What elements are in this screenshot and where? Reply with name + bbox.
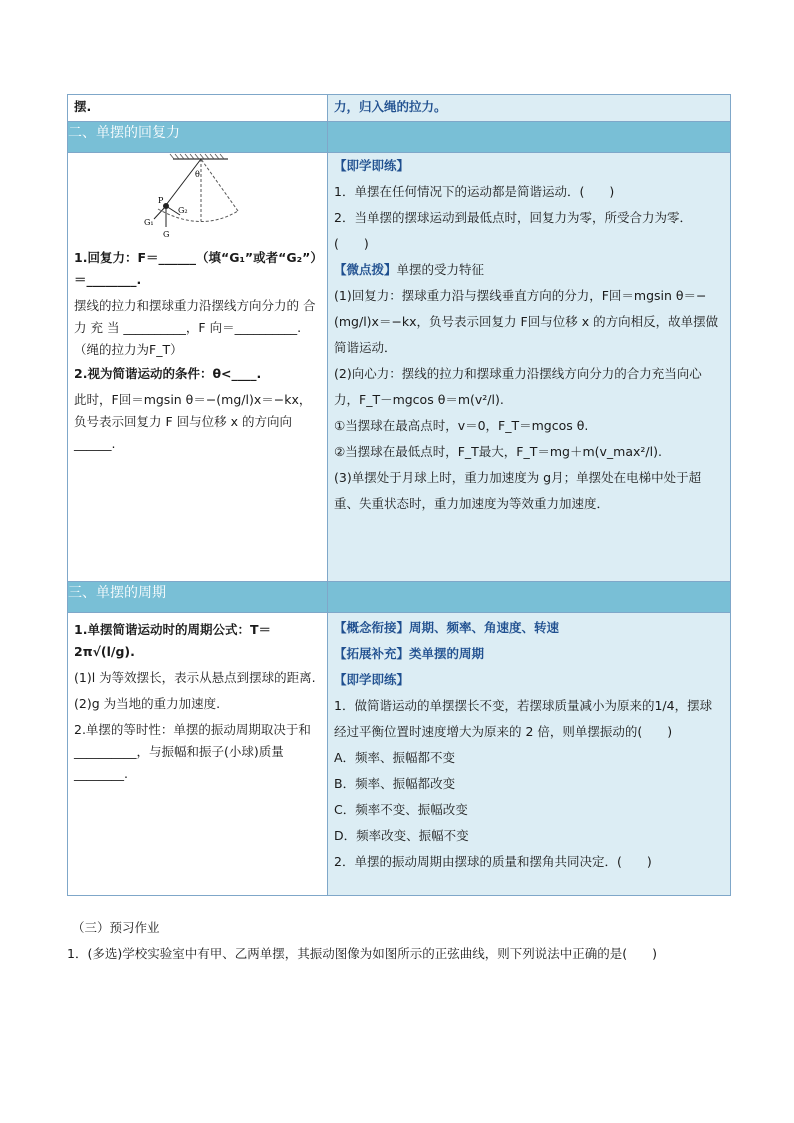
s2-practice-tag: 【即学即练】 <box>334 158 410 173</box>
s3-left-2: (1)l 为等效摆长，表示从悬点到摆球的距离. <box>74 670 316 685</box>
section3-header <box>68 582 731 613</box>
s3-q1: 1．做简谐运动的单摆摆长不变，若摆球质量减小为原来的1/4，摆球经过平衡位置时速度增大为原来的 2 倍，则单摆振动的( ) <box>334 698 713 739</box>
g2-label: G₂ <box>178 206 188 215</box>
s2-q1: 1．单摆在任何情况下的运动都是简谐运动．( ) <box>334 184 615 199</box>
s3-left-1: 1.单摆简谐运动时的周期公式：T＝2π√(l/g). <box>74 622 271 659</box>
pendulum-figure <box>68 153 327 245</box>
g-label: G <box>163 230 170 239</box>
section2-header <box>68 122 731 153</box>
s3-concept-tag: 【概念衔接】 <box>334 620 410 635</box>
s2-tip-title: 单摆的受力特征 <box>396 262 485 277</box>
s3-left-3: (2)g 为当地的重力加速度. <box>74 696 221 711</box>
s2-p5: (3)单摆处于月球上时，重力加速度为 g月；单摆处在电梯中处于超重、失重状态时，重力加速度为等效重力加速度． <box>334 470 702 511</box>
s2-p3: ①当摆球在最高点时，v＝0，F_T＝mgcos θ. <box>334 418 589 433</box>
s2-p1: (1)回复力：摆球重力沿与摆线垂直方向的分力，F回＝mgsin θ＝−(mg/l)x＝−kx，负号表示回复力 F回与位移 x 的方向相反，故单摆做简谐运动． <box>334 288 719 355</box>
section3-body <box>68 613 731 896</box>
section3-title: 三、单摆的周期 <box>68 582 328 613</box>
row-top-right: 力，归入绳的拉力。 <box>334 99 447 114</box>
s2-left-3: 2.视为简谐运动的条件：θ<____. <box>74 366 262 381</box>
s2-tip-tag: 【微点拨】 <box>334 262 397 277</box>
theta-label: θ <box>195 170 200 179</box>
s2-p4: ②当摆球在最低点时，F_T最大，F_T＝mg＋m(v_max²/l). <box>334 444 662 459</box>
s3-ext-tag: 【拓展补充】 <box>334 646 410 661</box>
s2-q2: 2．当单摆的摆球运动到最低点时，回复力为零，所受合力为零．( ) <box>334 210 692 251</box>
homework-heading: （三）预习作业 <box>72 920 160 935</box>
s2-left-2: 摆线的拉力和摆球重力沿摆线方向分力的 合 力 充 当 __________，F 向＝__________.（绳的拉力为F_T） <box>74 298 316 357</box>
p-label: P <box>158 196 164 205</box>
homework-question: 1．(多选)学校实验室中有甲、乙两单摆，其振动图像为如图所示的正弦曲线，则下列说法中正确的是( ) <box>67 946 657 961</box>
s2-left-1: 1.回复力：F＝______（填“G₁”或者“G₂”）＝________. <box>74 250 317 287</box>
s3-ext-text: 类单摆的周期 <box>409 646 485 661</box>
s3-opt-c: C．频率不变、振幅改变 <box>334 802 468 817</box>
s3-opt-a: A．频率、振幅都不变 <box>334 750 456 765</box>
s3-concept-text: 周期、频率、角速度、转速 <box>409 620 560 635</box>
section2-title: 二、单摆的回复力 <box>68 122 328 153</box>
pendulum-diagram <box>68 153 327 245</box>
s3-practice-tag: 【即学即练】 <box>334 672 410 687</box>
s2-left-4: 此时，F回＝mgsin θ＝−(mg/l)x＝−kx，负号表示回复力 F 回与位移 x 的方向向______. <box>74 392 312 451</box>
lesson-table <box>67 94 731 896</box>
s2-p2: (2)向心力：摆线的拉力和摆球重力沿摆线方向分力的合力充当向心力，F_T－mgcos θ＝m(v²/l). <box>334 366 702 407</box>
row-top-left: 摆. <box>74 99 92 114</box>
s3-q2: 2．单摆的振动周期由摆球的质量和摆角共同决定．( ) <box>334 854 652 869</box>
row-top <box>68 95 731 122</box>
s3-opt-b: B．频率、振幅都改变 <box>334 776 456 791</box>
section2-body <box>68 153 731 582</box>
g1-label: G₁ <box>144 218 154 227</box>
s3-opt-d: D．频率改变、振幅不变 <box>334 828 469 843</box>
s3-left-4: 2.单摆的等时性：单摆的振动周期取决于和__________，与振幅和振子(小球)质量________. <box>74 722 311 781</box>
